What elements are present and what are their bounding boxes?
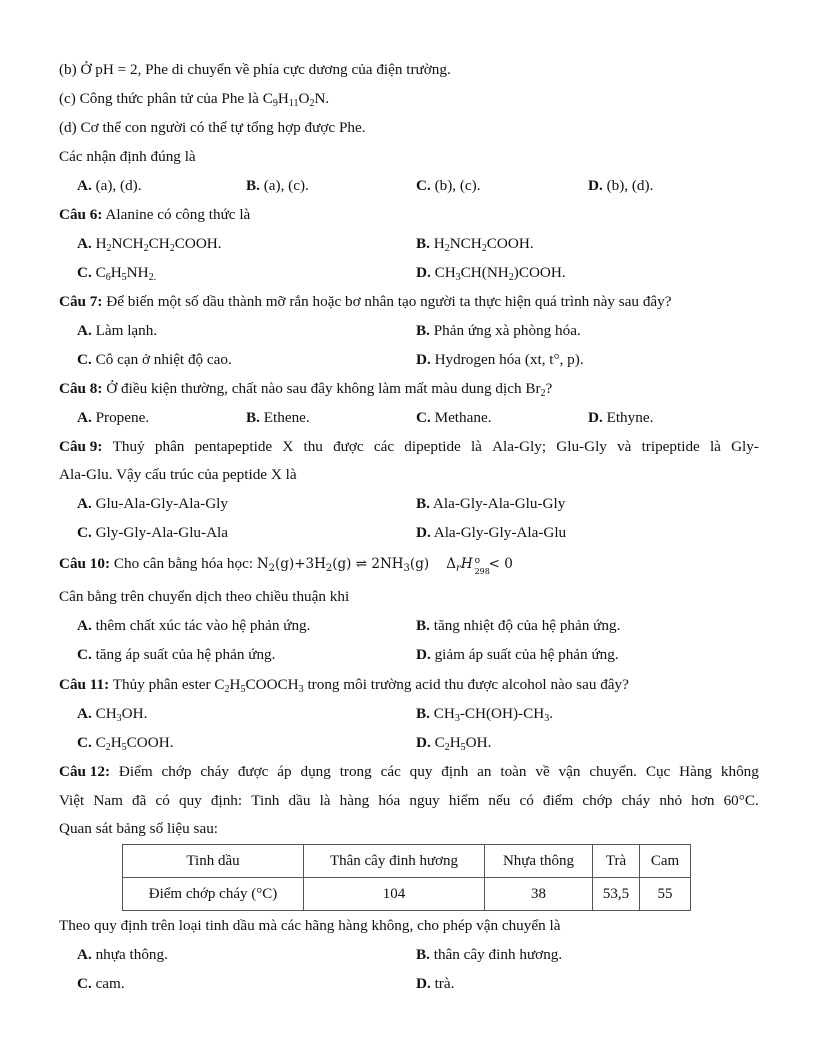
q8-option-c: C. Methane. [416,409,492,426]
table-header-cell: Thân cây đinh hương [304,845,485,878]
table-header-cell: Cam [640,845,691,878]
q9-option-d: D. Ala-Gly-Gly-Ala-Glu [416,524,567,541]
q10-option-c: C. tăng áp suất của hệ phản ứng. [77,646,276,663]
q12-option-b: B. thân cây đinh hương. [416,946,563,963]
table-header-row [123,845,691,878]
q10-option-d: D. giảm áp suất của hệ phản ứng. [416,646,619,663]
q6-option-c: C. $C_6H_5NH_{2.}$ [77,264,157,283]
q10-option-a: A. thêm chất xúc tác vào hệ phản ứng. [77,617,311,634]
q6-option-a: A. $H_2NCH_2CH_2COOH$. [77,235,222,254]
q8-option-a: A. Propene. [77,409,150,426]
question-8: Câu 8: Ở điều kiện thường, chất nào sau đây không làm mất màu dung dịch $Br_2$? [59,380,553,399]
q7-option-c: C. Cô cạn ở nhiệt độ cao. [77,351,232,368]
statement-c: (c) Công thức phân tử của Phe là $C_9H_{11}O_2N$. [59,90,330,109]
q12-option-d: D. trà. [416,975,455,992]
table-cell: 104 [304,878,485,911]
question-10-prompt: Cân bằng trên chuyển dịch theo chiều thuận khi [59,588,350,605]
question-11: Câu 11: Thủy phân ester $C_2H_5COOCH_3$ trong môi trường acid thu được alcohol nào sau đây? [59,676,629,695]
q7-option-d: D. Hydrogen hóa (xt, t°, p). [416,351,584,368]
q5-option-b: B. (a), (c). [246,177,309,194]
equilibrium-equation: $N_2(g)+3H_2(g)$ ⇌ $2NH_3(g)$ $\Delta_rH$ o 298 < 0 [256,555,513,576]
q9-option-a: A. Glu-Ala-Gly-Ala-Gly [77,495,228,512]
question-12: Câu 12: Điểm chớp cháy được áp dụng trong các quy định an toàn về vận chuyển. Cục Hàng không [59,763,759,780]
q10-option-b: B. tăng nhiệt độ của hệ phản ứng. [416,617,621,634]
question-10: Câu 10: Cho cân bằng hóa học: $N_2(g)+3H_2(g)$ ⇌ $2NH_3(g)$ $\Delta_rH$ o 298 < 0 [59,555,513,576]
q5-option-a: A. (a), (d). [77,177,142,194]
q7-option-b: B. Phản ứng xà phòng hóa. [416,322,581,339]
table-cell: Điểm chớp cháy (°C) [123,878,304,911]
q6-option-d: D. $CH_3CH(NH_2)COOH$. [416,264,566,283]
q12-option-a: A. nhựa thông. [77,946,168,963]
q11-option-b: B. $CH_3-CH(OH)-CH_3$. [416,705,554,724]
question-12-line-2: Việt Nam đã có quy định: Tinh dầu là hàng hóa nguy hiểm nếu có điểm chớp cháy nhỏ hơn 60°C. [59,792,759,809]
question-6: Câu 6: Alanine có công thức là [59,206,251,223]
q11-option-c: C. $C_2H_5COOH$. [77,734,174,753]
q7-option-a: A. Làm lạnh. [77,322,158,339]
q5-option-c: C. (b), (c). [416,177,481,194]
q11-option-d: D. $C_2H_5OH$. [416,734,492,753]
question-12-line-3: Quan sát bảng số liệu sau: [59,820,219,837]
q9-option-b: B. Ala-Gly-Ala-Glu-Gly [416,495,566,512]
q5-option-d: D. (b), (d). [588,177,654,194]
statement-b: (b) Ở pH = 2, Phe di chuyển về phía cực dương của điện trường. [59,61,451,78]
q6-option-b: B. $H_2NCH_2COOH$. [416,235,534,254]
statement-d: (d) Cơ thể con người có thể tự tổng hợp được Phe. [59,119,366,136]
q8-option-b: B. Ethene. [246,409,310,426]
table-header-cell: Tinh dầu [123,845,304,878]
question-7: Câu 7: Để biến một số dầu thành mỡ rắn hoặc bơ nhân tạo người ta thực hiện quá trình này sau đây? [59,293,672,310]
question-9: Câu 9: Thuỷ phân pentapeptide X thu được các dipeptide là Ala-Gly; Glu-Gly và tripeptide là Gly- [59,438,759,455]
table-cell: 53,5 [593,878,640,911]
table-cell: 55 [640,878,691,911]
q12-option-c: C. cam. [77,975,125,992]
q9-option-c: C. Gly-Gly-Ala-Glu-Ala [77,524,228,541]
temperature-value: 60°C. [723,792,759,809]
q11-option-a: A. $CH_3OH$. [77,705,148,724]
table-cell: 38 [485,878,593,911]
table-row [123,878,691,911]
flash-point-table [122,844,691,911]
table-header-cell: Trà [593,845,640,878]
table-header-cell: Nhựa thông [485,845,593,878]
question-9-cont: Ala-Glu. Vậy cấu trúc của peptide X là [59,466,297,483]
q8-option-d: D. Ethyne. [588,409,654,426]
question-12-prompt: Theo quy định trên loại tinh dầu mà các hãng hàng không, cho phép vận chuyển là [59,917,561,934]
question-prompt: Các nhận định đúng là [59,148,196,165]
